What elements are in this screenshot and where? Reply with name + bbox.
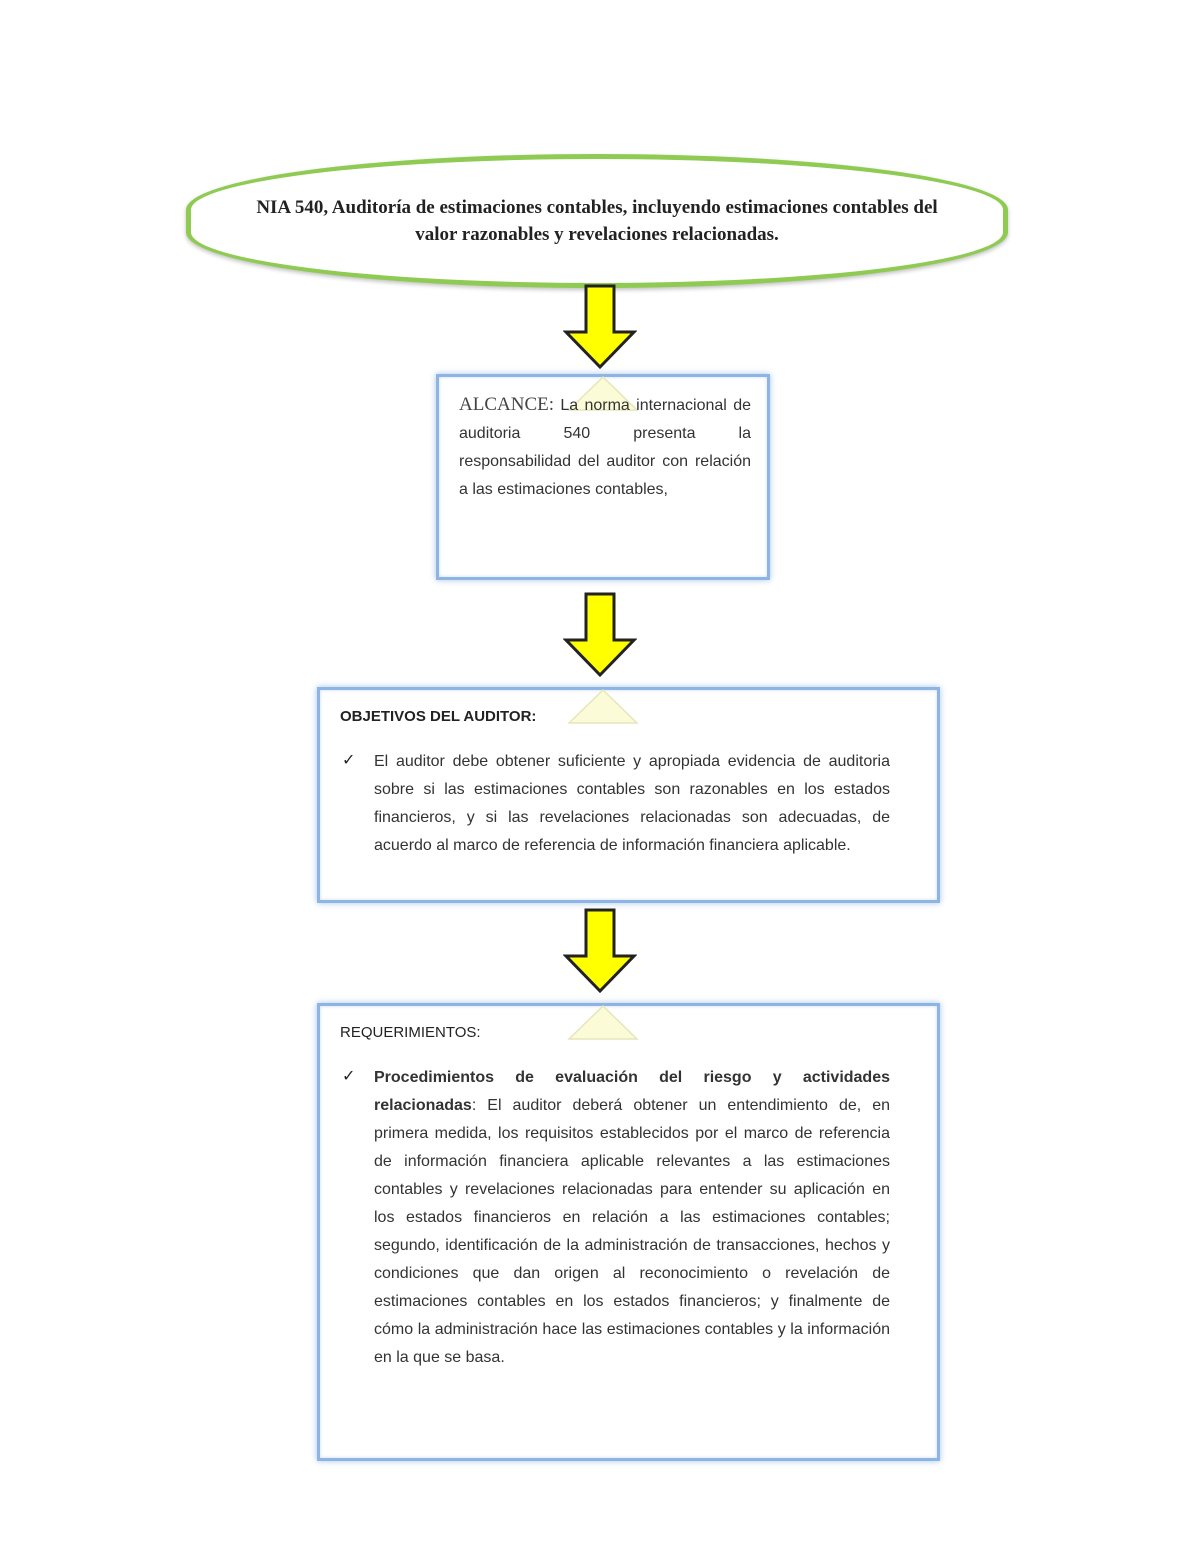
- checkmark-icon: ✓: [342, 752, 356, 769]
- down-arrow-3: [563, 908, 637, 994]
- alcance-label: ALCANCE:: [459, 394, 554, 415]
- checkmark-icon: ✓: [342, 1068, 356, 1085]
- alcance-box: [436, 374, 770, 580]
- objetivos-box: [317, 687, 940, 903]
- requerimientos-bullet-text: : El auditor deberá obtener un entendimiento de, en primera medida, los requisitos establecidos por el marco de referencia de información financiera aplicable relevantes a las estimaciones contables y revelaciones relacionadas para entender su aplicación en los estados financieros en relación a las estimaciones contables; segundo, identificación de la administración de transacciones, hechos y condiciones que dan origen al reconocimiento o revelación de estimaciones contables en los estados financieros; y finalmente de cómo la administración hace las estimaciones contables y la información en la que se basa.: [374, 1097, 890, 1366]
- requerimientos-bullet-title: Procedimientos de evaluación del riesgo y actividades relacionadas: [374, 1069, 890, 1114]
- requerimientos-bullet: [342, 1064, 890, 1372]
- alcance-text: La norma internacional de auditoria 540 presenta la responsabilidad del auditor con relación a las estimaciones contables,: [459, 397, 751, 498]
- notch-decoration: [563, 1003, 643, 1043]
- title-oval: [186, 154, 1008, 288]
- requerimientos-heading: REQUERIMIENTOS:: [340, 1024, 481, 1041]
- down-arrow-1: [563, 284, 637, 370]
- down-arrow-2: [563, 592, 637, 678]
- diagram-title: NIA 540, Auditoría de estimaciones contables, incluyendo estimaciones contables del valor razonables y revelaciones relacionadas.: [256, 197, 938, 245]
- notch-decoration: [563, 687, 643, 727]
- objetivos-bullet: [342, 748, 890, 860]
- objetivos-heading: OBJETIVOS DEL AUDITOR:: [340, 708, 537, 725]
- objetivos-bullet-text: El auditor debe obtener suficiente y apropiada evidencia de auditoria sobre si las estimaciones contables son razonables en los estados financieros, y si las revelaciones relacionadas son adecuadas, de acuerdo al marco de referencia de información financiera aplicable.: [374, 753, 890, 854]
- requerimientos-box: [317, 1003, 940, 1461]
